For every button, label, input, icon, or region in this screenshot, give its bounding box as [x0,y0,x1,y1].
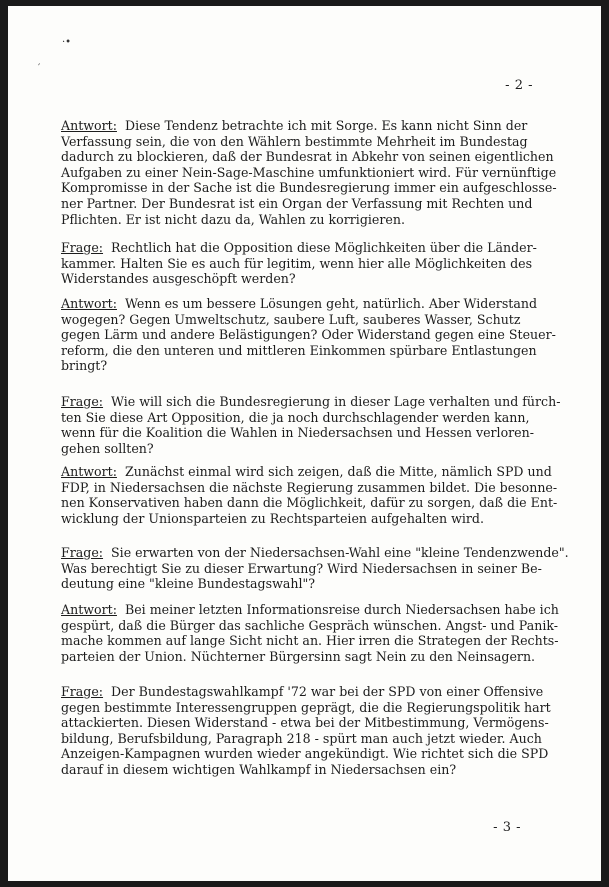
text-line: Aufgaben zu einer Nein-Sage-Maschine umfunktioniert wird. Für vernünftige [61,164,557,180]
answer-block [61,118,561,227]
answer-label: Antwort: [61,296,117,311]
text-line: Frage: Wie will sich die Bundesregierung in dieser Lage verhalten und fürch- [61,394,561,409]
text-line: Anzeigen-Kampagnen wurden wieder angekündigt. Wie richtet sich die SPD [61,746,549,762]
document-page [8,6,601,881]
text-line: Antwort: Bei meiner letzten Informationsreise durch Niedersachsen habe ich [61,602,559,617]
text-line: wenn für die Koalition die Wahlen in Niedersachsen und Hessen verloren- [61,425,535,441]
text-line: Frage: Sie erwarten von der Niedersachsen-Wahl eine "kleine Tendenzwende". [61,545,569,560]
text-line: Frage: Rechtlich hat die Opposition diese Möglichkeiten über die Länder- [61,240,537,255]
text-line: wogegen? Gegen Umweltschutz, saubere Luft, sauberes Wasser, Schutz [61,311,521,327]
text-line: Verfassung sein, die von den Wählern bestimmte Mehrheit im Bundestag [61,133,528,149]
text-line: Kompromisse in der Sache ist die Bundesregierung immer ein aufgeschlosse- [61,180,557,196]
text-line: Was berechtigt Sie zu dieser Erwartung? Wird Niedersachsen in seiner Be- [61,560,542,576]
answer-label: Antwort: [61,464,117,479]
scan-speck: ′ [38,63,41,74]
answer-block [61,464,561,526]
answer-block [61,602,561,664]
text-line: Frage: Der Bundestagswahlkampf '72 war bei der SPD von einer Offensive [61,684,544,699]
text-line: reform, die den unteren und mittleren Einkommen spürbare Entlastungen [61,342,537,358]
text-line: darauf in diesem wichtigen Wahlkampf in Niedersachsen ein? [61,761,457,777]
text-line: dadurch zu blockieren, daß der Bundesrat in Abkehr von seinen eigentlichen [61,149,554,165]
text-line: gegen bestimmte Interessengruppen geprägt, die die Regierungspolitik hart [61,699,551,715]
text-line: Antwort: Zunächst einmal wird sich zeigen, daß die Mitte, nämlich SPD und [61,464,552,479]
text-line: gegen Lärm und andere Belästigungen? Oder Widerstand gegen eine Steuer- [61,327,556,343]
question-label: Frage: [61,394,104,409]
question-label: Frage: [61,545,104,560]
question-label: Frage: [61,684,104,699]
text-line: FDP, in Niedersachsen die nächste Regierung zusammen bildet. Die besonne- [61,479,558,495]
text-line: Pflichten. Er ist nicht dazu da, Wahlen zu korrigieren. [61,211,405,227]
question-label: Frage: [61,240,104,255]
text-line: parteien der Union. Nüchterner Bürgersinn sagt Nein zu den Neinsagern. [61,648,536,664]
answer-label: Antwort: [61,602,117,617]
text-line: ner Partner. Der Bundesrat ist ein Organ der Verfassung mit Rechten und [61,195,533,211]
question-block [61,394,561,456]
text-line: mache kommen auf lange Sicht nicht an. Hier irren die Strategen der Rechts- [61,633,559,649]
text-line: Antwort: Wenn es um bessere Lösungen geht, natürlich. Aber Widerstand [61,296,538,311]
text-line: deutung eine "kleine Bundestagswahl"? [61,576,316,592]
page-number-top: - 2 - [505,78,533,93]
text-line: kammer. Halten Sie es auch für legitim, wenn hier alle Möglichkeiten des [61,255,533,271]
text-line: attackierten. Diesen Widerstand - etwa bei der Mitbestimmung, Vermögens- [61,715,549,731]
question-block [61,684,561,778]
text-line: gehen sollten? [61,440,154,456]
question-block [61,240,561,287]
text-line: bildung, Berufsbildung, Paragraph 218 - spürt man auch jetzt wieder. Auch [61,730,542,746]
text-line: Widerstandes ausgeschöpft werden? [61,271,296,287]
answer-label: Antwort: [61,118,117,133]
answer-block [61,296,561,374]
text-line: gespürt, daß die Bürger das sachliche Gespräch wünschen. Angst- und Panik- [61,617,559,633]
text-line: nen Konservativen haben dann die Möglichkeit, dafür zu sorgen, daß die Ent- [61,495,558,511]
text-line: ten Sie diese Art Opposition, die ja noch durchschlagender werden kann, [61,409,530,425]
scan-speck: ·• [62,37,72,48]
text-line: Antwort: Diese Tendenz betrachte ich mit Sorge. Es kann nicht Sinn der [61,118,528,133]
text-line: wicklung der Unionsparteien zu Rechtsparteien aufgehalten wird. [61,510,484,526]
text-line: bringt? [61,358,108,374]
question-block [61,545,569,592]
page-number-bottom: - 3 - [493,820,521,835]
